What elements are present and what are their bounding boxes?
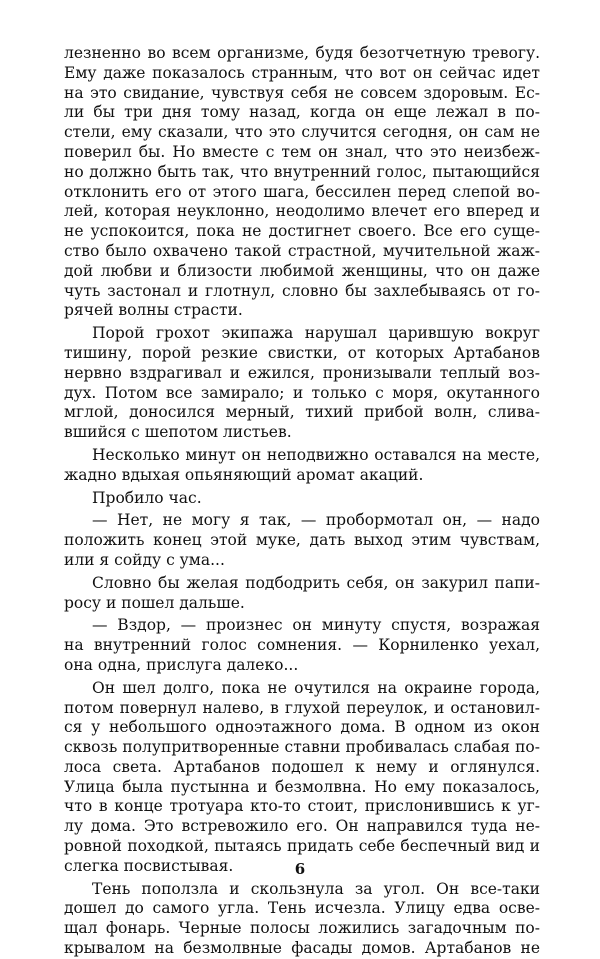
text-line: дошел до самого угла. Тень исчезла. Улицу едва осве- [64, 899, 540, 918]
text-line: слегка посвистывая. [64, 856, 234, 875]
paragraph [64, 880, 540, 959]
text-line: но должно быть так, что внутренний голос, пытающийся [64, 162, 540, 181]
text-line: рячей волны страсти. [64, 301, 243, 320]
text-line: вшийся с шепотом листьев. [64, 423, 292, 442]
text-line: дой любви и близости любимой женщины, что он даже [64, 261, 540, 280]
text-line: мглой, доносился мерный, тихий прибой волн, слива- [64, 403, 540, 422]
page-body [64, 44, 540, 959]
text-line: Тень поползла и скользнула за угол. Он все-таки [92, 879, 540, 898]
paragraph [64, 511, 540, 570]
text-line: росу и пошел дальше. [64, 593, 245, 612]
text-line: жадно вдыхая опьяняющий аромат акаций. [64, 465, 424, 484]
text-line: Улица была пустынна и безмолвна. Но ему показалось, [64, 777, 540, 796]
text-line: Порой грохот экипажа нарушал царившую вокруг [92, 324, 540, 343]
text-line: ся у небольшого одноэтажного дома. В одном из окон [64, 718, 540, 737]
page-number: 6 [294, 860, 306, 878]
text-line: она одна, прислуга далеко... [64, 655, 299, 674]
text-line: — Нет, не могу я так, — пробормотал он, — надо [92, 511, 540, 530]
text-line: Словно бы желая подбодрить себя, он закурил папи- [92, 573, 540, 592]
text-line: чуть застонал и глотнул, словно бы захлебываясь от го- [64, 281, 540, 300]
text-line: крывалом на безмолвные фасады домов. Артабанов не [64, 939, 540, 958]
text-line: ство было охвачено такой страстной, мучительной жаж- [64, 241, 540, 260]
paragraph [64, 324, 540, 443]
paragraph [64, 446, 540, 486]
text-line: отклонить его от этого шага, бессилен перед слепой во- [64, 182, 540, 201]
paragraph [64, 44, 540, 321]
text-line: нервно вздрагивал и ежился, пронизывали теплый воз- [64, 363, 540, 382]
text-line: или я сойду с ума... [64, 550, 225, 569]
text-line: Он шел долго, пока не очутился на окраине города, [92, 678, 540, 697]
paragraph [64, 679, 540, 877]
text-line: лоса света. Артабанов подошел к нему и оглянулся. [64, 757, 540, 776]
text-line: ровной походкой, пытаясь придать себе беспечный вид и [64, 837, 540, 856]
text-line: Ему даже показалось странным, что вот он сейчас идет [64, 63, 540, 82]
text-line: положить конец этой муке, дать выход этим чувствам, [64, 531, 540, 550]
text-line: дух. Потом все замирало; и только с моря, окутанного [64, 383, 540, 402]
paragraph [64, 616, 540, 675]
text-line: Несколько минут он неподвижно оставался на месте, [92, 445, 540, 464]
text-line: ли бы три дня тому назад, когда он еще лежал в по- [64, 103, 540, 122]
text-line: сквозь полупритворенные ставни пробивалась слабая по- [64, 738, 540, 757]
text-line: потом повернул налево, в глухой переулок, и остановил- [64, 698, 540, 717]
text-line: поверил бы. Но вместе с тем он знал, что это неизбеж- [64, 142, 540, 161]
text-line: что в конце тротуара кто-то стоит, прислонившись к уг- [64, 797, 540, 816]
paragraph [64, 489, 540, 509]
text-line: — Вздор, — произнес он минуту спустя, возражая [92, 616, 540, 635]
text-line: на это свидание, чувствуя себя не совсем здоровым. Ес- [64, 83, 540, 102]
text-line: щал фонарь. Черные полосы ложились загадочным по- [64, 919, 540, 938]
text-line: тишину, порой резкие свистки, от которых Артабанов [64, 343, 540, 362]
text-line: не успокоится, пока не достигнет своего. Все его суще- [64, 222, 540, 241]
text-line: Пробило час. [92, 488, 202, 507]
text-line: стели, ему сказали, что это случится сегодня, он сам не [64, 123, 540, 142]
paragraph [64, 574, 540, 614]
text-line: лу дома. Это встревожило его. Он направился туда не- [64, 817, 540, 836]
text-line: лей, которая неуклонно, неодолимо влечет его вперед и [64, 202, 540, 221]
text-line: лезненно во всем организме, будя безотчетную тревогу. [64, 44, 540, 62]
text-line: на внутренний голос сомнения. — Корниленко уехал, [64, 636, 540, 655]
